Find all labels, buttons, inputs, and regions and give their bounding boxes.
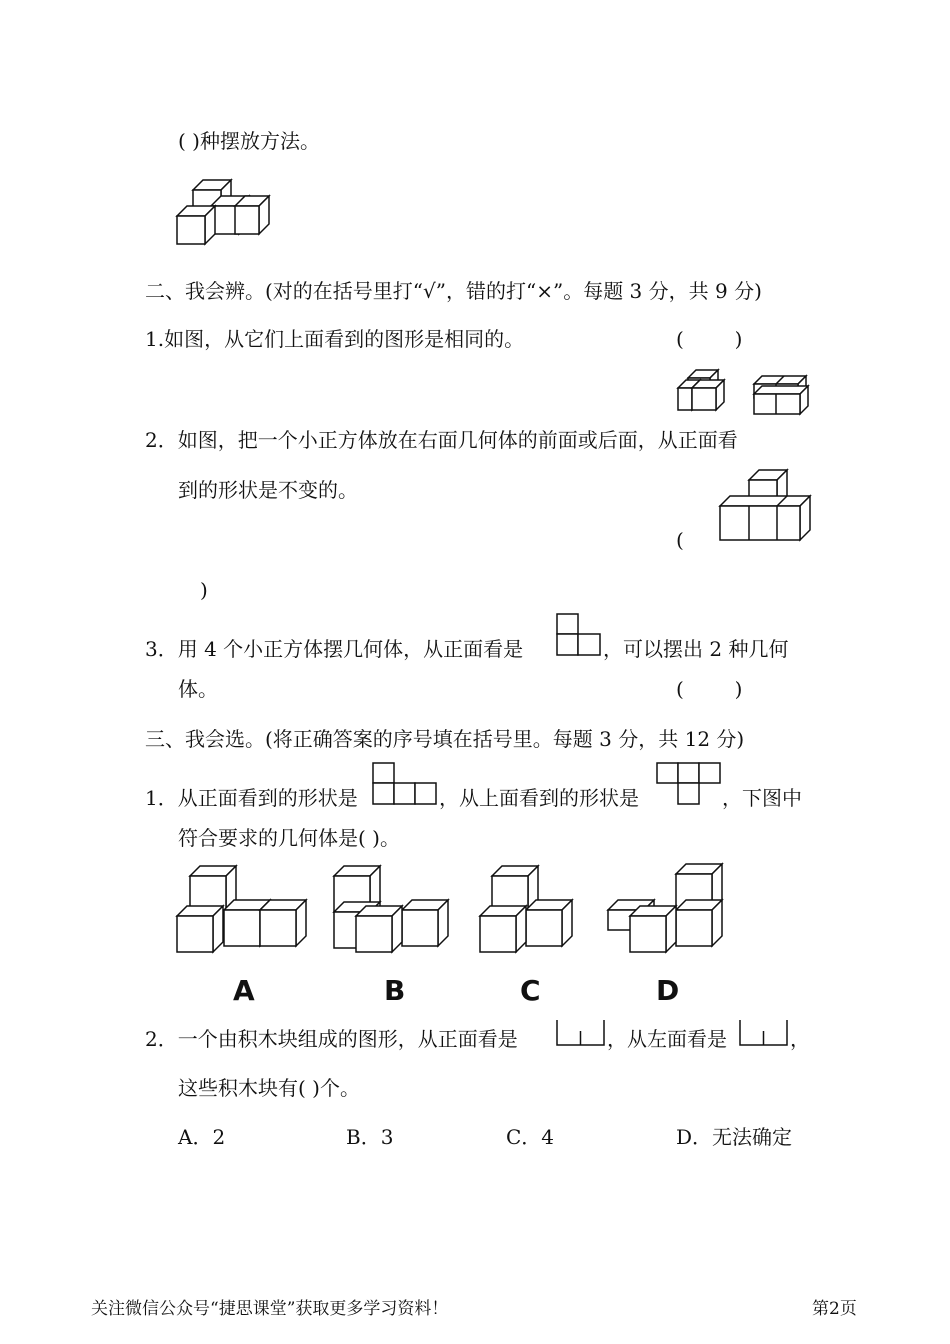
s2-q2-paren-close: ) [200, 578, 208, 602]
s3-q2-choice-b[interactable]: B．3 [346, 1125, 394, 1149]
s3-q1-part1: 1．从正面看到的形状是 [145, 786, 358, 810]
footer-note: 关注微信公众号“捷思课堂”获取更多学习资料！ [91, 1299, 449, 1319]
s2-q2-line1: 2．如图，把一个小正方体放在右面几何体的前面或后面，从正面看 [145, 428, 738, 452]
s3-q2-choice-a[interactable]: A．2 [178, 1125, 226, 1149]
s3-q1-part2: ，从上面看到的形状是 [439, 786, 639, 810]
s3-q1-front-view-icon [372, 762, 438, 806]
page-number: 第2页 [812, 1299, 857, 1319]
s3-q2-choice-c[interactable]: C．4 [506, 1125, 555, 1149]
cube-figure-top-cubes [177, 180, 269, 244]
s3-q2-line2: 这些积木块有( )个。 [178, 1076, 360, 1100]
s3-q1-part3: ，下图中 [722, 786, 802, 810]
option-a-label: A [233, 974, 255, 1007]
s3-q2-part1: 2．一个由积木块组成的图形，从正面看是 [145, 1027, 518, 1051]
s2-q2-cube-figure [719, 470, 814, 542]
s2-q3-answer-paren[interactable]: ( ) [676, 677, 743, 701]
s2-q3-front-view-icon [556, 613, 602, 657]
s3-q1-line2: 符合要求的几何体是( )。 [178, 826, 400, 850]
s2-q3-part2: ，可以摆出 2 种几何 [603, 637, 789, 661]
option-b-label: B [384, 974, 406, 1007]
s3-q2-choice-d[interactable]: D．无法确定 [676, 1125, 793, 1149]
option-c-label: C [520, 974, 541, 1007]
s3-q1-top-view-icon [656, 762, 722, 806]
s2-q1-figure-left [678, 370, 724, 410]
s3-q2-part2: ，从左面看是 [607, 1027, 727, 1051]
section2-heading: 二、我会辨。(对的在括号里打“√”，错的打“×”。每题 3 分，共 9 分) [145, 279, 762, 303]
s2-q1-figure-right [754, 376, 808, 414]
cube-figure-top [176, 170, 276, 260]
s2-q3-line2: 体。 [178, 677, 218, 701]
s3-q2-part3: ， [790, 1027, 810, 1051]
s3-q1-option-a-figure [176, 864, 312, 954]
s2-q1-cube-figures [676, 368, 811, 414]
s3-q1-option-b-figure [332, 864, 458, 954]
section3-heading: 三、我会选。(将正确答案的序号填在括号里。每题 3 分，共 12 分) [145, 727, 745, 751]
s2-q3-part1: 3．用 4 个小正方体摆几何体，从正面看是 [145, 637, 524, 661]
s3-q1-option-d-figure [606, 862, 732, 954]
s3-q2-front-view-icon [556, 1019, 606, 1049]
s2-q1-answer-paren[interactable]: ( ) [676, 327, 743, 351]
s3-q2-left-view-icon [739, 1019, 789, 1049]
top-item-text: ( )种摆放方法。 [178, 129, 320, 153]
s3-q1-option-c-figure [478, 864, 578, 954]
option-d-label: D [656, 974, 680, 1007]
s2-q2-line2: 到的形状是不变的。 [178, 478, 358, 502]
s2-q2-paren-open[interactable]: ( [676, 528, 684, 552]
s2-q1-text: 1.如图，从它们上面看到的图形是相同的。 [145, 327, 525, 351]
